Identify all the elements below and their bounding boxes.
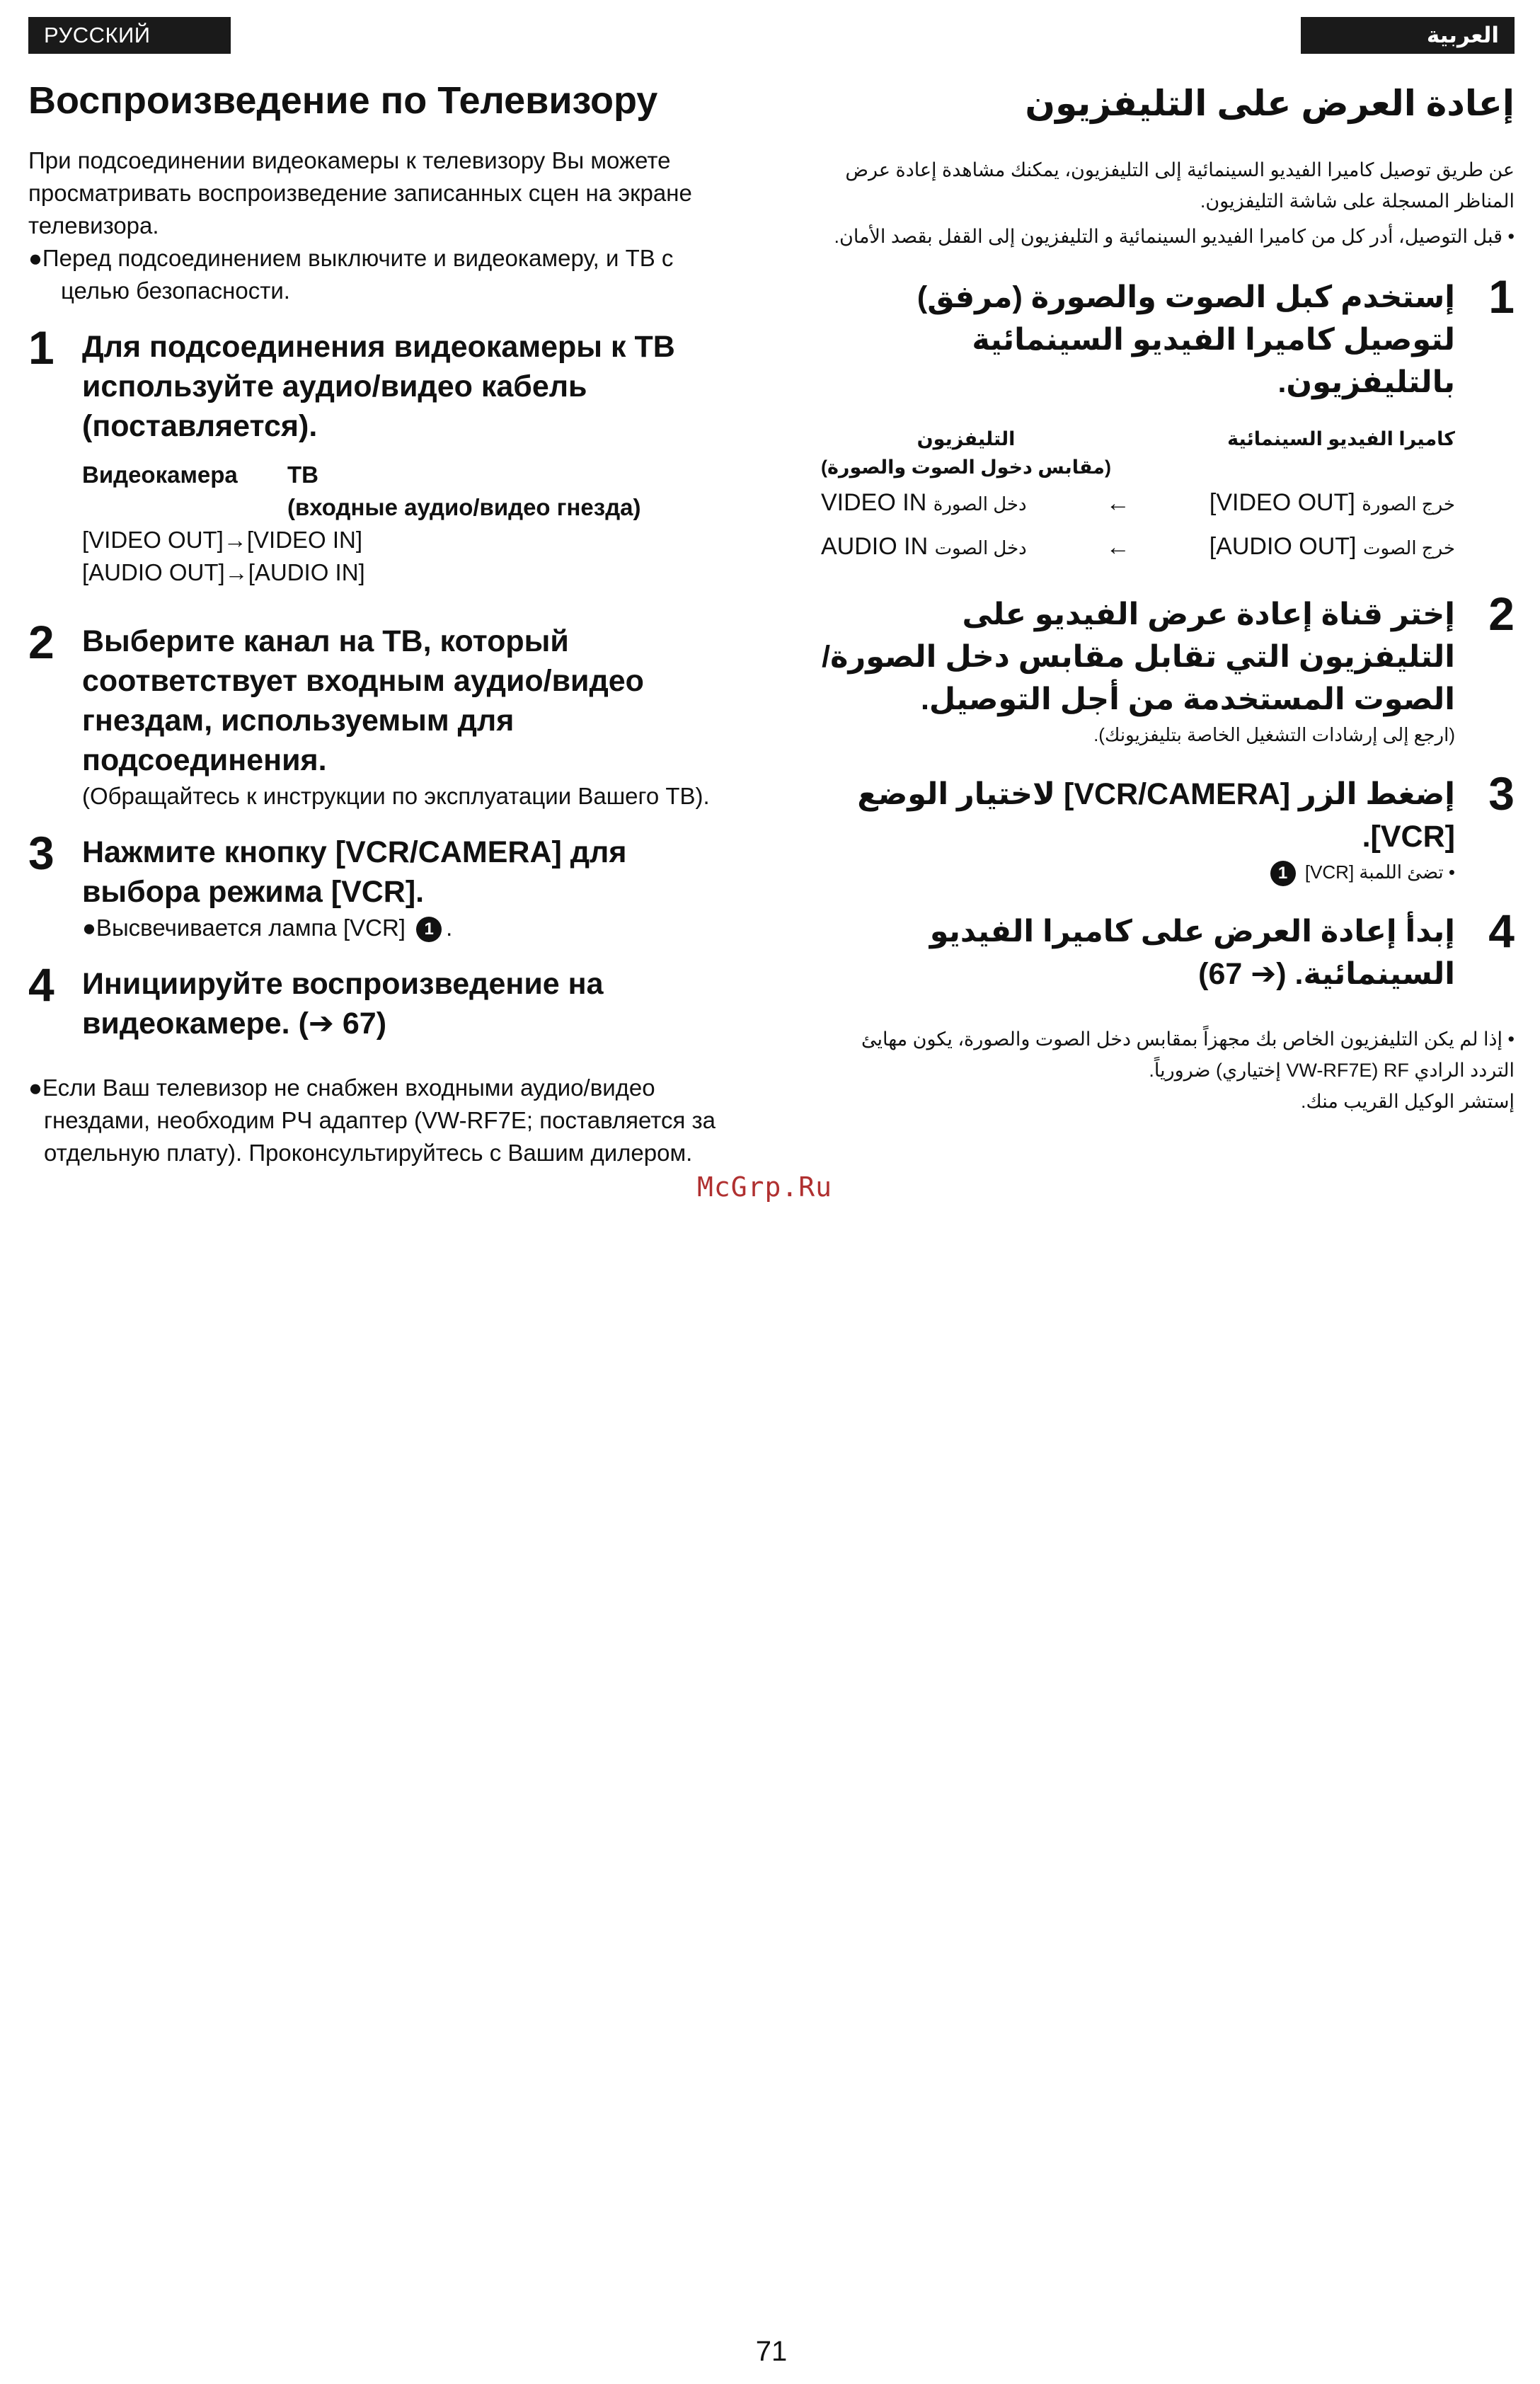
- step-number: 2: [28, 616, 54, 668]
- tv-column-subheader: (входные аудио/видео гнезда): [287, 494, 641, 520]
- step-number: 2: [1488, 588, 1515, 640]
- table-row: [82, 556, 722, 589]
- step-heading: Нажмите кнопку [VCR/CAMERA] для выбора режима [VCR].: [82, 835, 627, 909]
- step-number: 3: [1488, 767, 1515, 820]
- arabic-column: [821, 71, 1515, 1117]
- step-subtext: ●Высвечивается лампа [VCR] 1 .: [82, 912, 722, 944]
- page-title-russian: Воспроизведение по Телевизору: [28, 79, 658, 122]
- tv-jack-label: دخل الصوت: [934, 537, 1027, 558]
- step-number: 4: [1488, 905, 1515, 958]
- step-4-arabic: [821, 905, 1515, 995]
- arrow-left-icon: ←: [1105, 490, 1130, 517]
- arrow-left-icon: ←: [1105, 534, 1130, 561]
- step-heading: إضغط الزر [VCR/CAMERA] لاختيار الوضع [VCR].: [857, 777, 1455, 854]
- tv-jack: AUDIO IN: [821, 533, 929, 560]
- rf-adapter-note-russian: ●Если Ваш телевизор не снабжен входными аудио/видео гнездами, необходим РЧ адаптер (VW-RF7E; поставляется за отдельную плату). Проконсультируйтесь с Вашим дилером.: [28, 1074, 716, 1166]
- camera-jack-label: خرج الصوت: [1362, 537, 1455, 558]
- step-4-russian: [28, 958, 722, 1043]
- step-heading: إستخدم كبل الصوت والصورة (مرفق) لتوصيل كاميرا الفيديو السينمائية بالتليفزيون.: [916, 280, 1455, 399]
- step-heading: إختر قناة إعادة عرض الفيديو على التليفزيون التي تقابل مقابس دخل الصورة/الصوت المستخدمة من أجل التوصيل.: [822, 597, 1455, 716]
- step-number: 1: [28, 321, 54, 374]
- page-title-arabic: إعادة العرض على التليفزيون: [1025, 84, 1515, 123]
- indicator-circle-icon: 1: [416, 917, 442, 942]
- rf-adapter-note-arabic: • إذا لم يكن التليفزيون الخاص بك مجهزاً بمقابس دخل الصوت والصورة، يكون مهايئ التردد الرادي RF (VW-RF7E إختياري) ضرورياً. إستشر الوكيل القريب منك.: [861, 1028, 1515, 1113]
- step-number: 1: [1488, 270, 1515, 323]
- step-subtext: (Обращайтесь к инструкции по эксплуатации Вашего ТВ).: [82, 783, 710, 809]
- camera-jack: [AUDIO OUT]: [1209, 533, 1357, 560]
- camera-jack-label: خرج الصورة: [1362, 493, 1455, 515]
- russian-column: [28, 71, 722, 1169]
- safety-note-russian: ●Перед подсоединением выключите и видеокамеру, и ТВ с целью безопасности.: [28, 245, 674, 304]
- connection-table-arabic: [821, 425, 1455, 569]
- step-subtext: • تضئ اللمبة [VCR] 1: [821, 858, 1455, 886]
- watermark: McGrp.Ru: [697, 1171, 833, 1203]
- language-tab-russian: РУССКИЙ ЯЗЫК: [28, 17, 231, 54]
- intro-text-russian: При подсоединении видеокамеры к телевизору Вы можете просматривать воспроизведение записанных сцен на экране телевизора.: [28, 147, 692, 239]
- camera-column-header: Видеокамера: [82, 462, 238, 488]
- step-1-arabic: [821, 270, 1515, 569]
- step-2-arabic: [821, 588, 1515, 749]
- step-heading: Инициируйте воспроизведение на видеокамере. (➔ 67): [82, 967, 604, 1041]
- tv-jack: [AUDIO IN]: [248, 559, 365, 585]
- step-1-russian: [28, 321, 722, 589]
- tv-jack: VIDEO IN: [821, 489, 927, 516]
- step-2-russian: [28, 616, 722, 813]
- intro-text-arabic: عن طريق توصيل كاميرا الفيديو السينمائية إلى التليفزيون، يمكنك مشاهدة إعادة عرض المناظر المسجلة على شاشة التليفزيون.: [845, 159, 1515, 212]
- step-3-russian: [28, 827, 722, 944]
- indicator-circle-icon: 1: [1270, 861, 1296, 886]
- tv-column-header: ТВ: [287, 462, 318, 488]
- page-number: 71: [755, 2336, 788, 2367]
- step-number: 4: [28, 958, 54, 1011]
- step-heading: Для подсоединения видеокамеры к ТВ используйте аудио/видео кабель (поставляется).: [82, 330, 675, 443]
- tv-column-subheader: (مقابس دخول الصوت والصورة): [821, 457, 1111, 478]
- table-row: [821, 481, 1455, 525]
- connection-table-russian: [82, 459, 722, 589]
- step-heading: Выберите канал на ТВ, который соответствует входным аудио/видео гнездам, используемым для подсоединения.: [82, 624, 644, 777]
- step-subtext: (ارجع إلى إرشادات التشغيل الخاصة بتليفزيونك).: [1093, 724, 1455, 745]
- step-number: 3: [28, 827, 54, 879]
- camera-jack: [AUDIO OUT]→: [82, 559, 248, 585]
- camera-column-header: كاميرا الفيديو السينمائية: [1227, 428, 1455, 449]
- step-heading: إبدأ إعادة العرض على كاميرا الفيديو السينمائية. (➔ 67): [929, 915, 1455, 992]
- tv-column-header: التليفزيون: [916, 428, 1016, 449]
- table-row: [821, 525, 1455, 569]
- language-tab-arabic: العربية: [1301, 17, 1515, 54]
- table-row: [82, 524, 722, 556]
- tv-jack-label: دخل الصورة: [933, 493, 1027, 515]
- tv-jack: [VIDEO IN]: [246, 527, 363, 553]
- camera-jack: [VIDEO OUT]→: [82, 527, 247, 553]
- step-3-arabic: [821, 767, 1515, 886]
- safety-note-arabic: • قبل التوصيل، أدر كل من كاميرا الفيديو السينمائية و التليفزيون إلى القفل بقصد الأمان.: [834, 226, 1515, 247]
- camera-jack: [VIDEO OUT]: [1209, 489, 1355, 516]
